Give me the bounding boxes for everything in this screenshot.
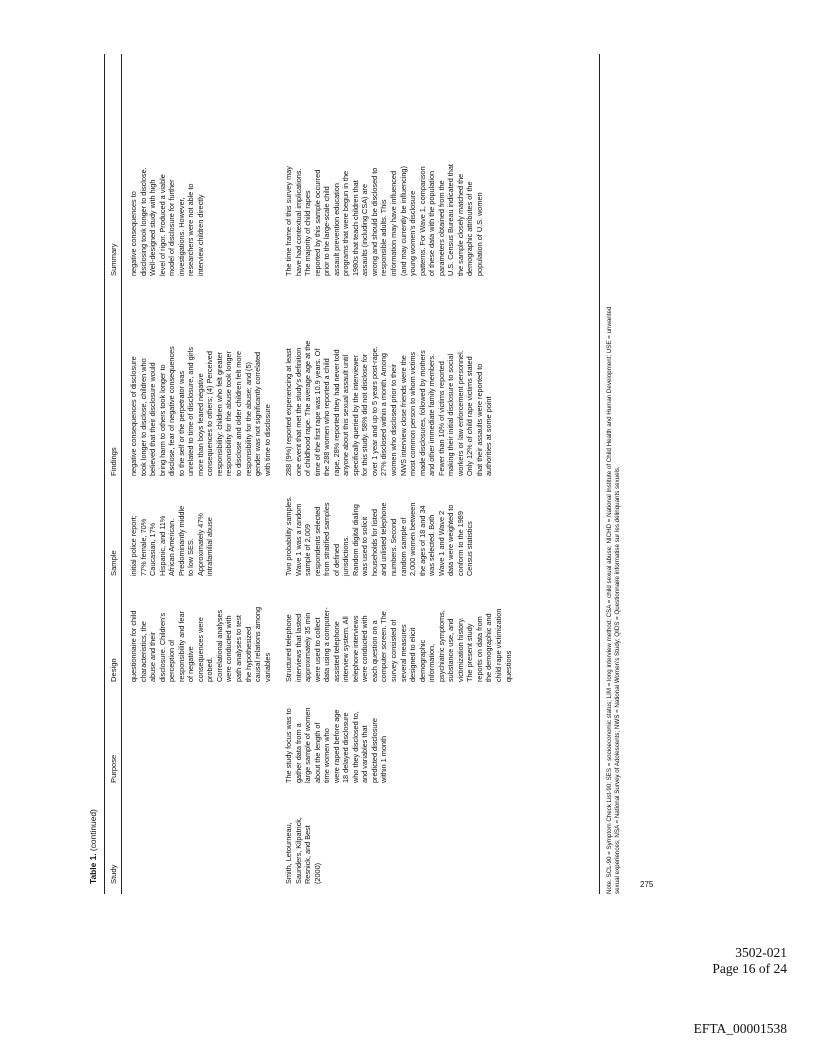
doc-id: 3502-021 <box>735 945 787 960</box>
text-line: jurisdictions. <box>341 535 351 576</box>
row1-sample <box>129 506 215 576</box>
text-line: data using a computer- <box>322 607 332 682</box>
text-line: child rape victimization <box>494 608 504 682</box>
text-line: to low SES. <box>186 538 196 576</box>
text-line: interviews that lasted <box>293 613 303 682</box>
text-line: Note. SCL-90 = Symptom Check List-90; SES = socioeconomic status; LIM = long interview method; CSA = child sexual abuse; NICHD = National Institute of Child Health and Human Development; USE = unwanted <box>606 306 613 894</box>
text-line: interview children directly <box>195 194 205 276</box>
text-line: unrelated to time of disclosure, and girls <box>186 347 196 476</box>
text-line: conform to the 1989 <box>455 511 465 576</box>
text-line: 27% disclosed within a month. Among <box>379 353 389 476</box>
text-line: researchers were not able to <box>186 183 196 276</box>
text-line: demographic attributes of the <box>465 181 475 276</box>
text-line: to disclose and older children felt more <box>234 351 244 476</box>
text-line: and variables that <box>360 725 370 783</box>
text-line: The present study <box>465 623 475 682</box>
text-line: approximately 35 min <box>303 612 313 682</box>
text-line: Correlational analyses <box>214 609 224 682</box>
header-study: Study <box>109 864 118 884</box>
text-line: of defined <box>331 543 341 576</box>
text-line: to the self or the perpetrator was <box>176 370 186 476</box>
text-line: prior to the large-scale child <box>322 186 332 276</box>
text-line: about the length of <box>312 722 322 783</box>
text-line: consequences to others; (4) Perceived <box>205 351 215 476</box>
text-line: 77% female, 70% <box>138 518 148 576</box>
text-line: victimization history. <box>455 617 465 682</box>
text-line: of negative <box>186 646 196 682</box>
text-line: questions <box>503 650 513 682</box>
text-line: The study focus was to <box>284 708 293 783</box>
text-line: Resnick, and Best <box>303 825 313 884</box>
text-line: responsibility for the abuse; and (5) <box>243 362 253 476</box>
text-line: sexual experiences; NSA = National Survey of Adolescents; NWS = National Women's Study; QIDS = Questionnaire informatisé sur les délinquants sexuels. <box>614 466 621 894</box>
text-line: bring harm to others took longer to <box>157 364 167 476</box>
text-line: questionnaire for child <box>129 610 138 682</box>
text-line: the demographic and <box>484 613 494 682</box>
header-findings: Findings <box>109 447 118 476</box>
text-line: authorities at some point <box>484 396 494 476</box>
text-line: numbers. Second <box>389 518 399 576</box>
text-line: believed that their disclosure would <box>148 362 158 476</box>
text-line: patterns. For Wave 1, comparison <box>417 166 427 276</box>
text-line: sample of 2,009 <box>303 524 313 576</box>
text-line: Hispanic, and 11% <box>157 515 167 576</box>
text-line: making their initial disclosure to social <box>446 353 456 476</box>
text-line: Smith, Letourneau, <box>284 822 293 884</box>
text-line: took longer to disclose, children who <box>138 358 148 476</box>
text-line: negative consequences of disclosure <box>129 356 138 476</box>
text-line: specifically queried by the interviewer <box>350 355 360 476</box>
text-line: Saunders, Kilpatrick, <box>293 817 303 884</box>
text-line: perception of <box>167 639 177 682</box>
rotated-table-page <box>84 54 624 894</box>
text-line: 1980s that teach children that <box>350 180 360 276</box>
text-line: each question on a <box>369 620 379 682</box>
text-line: the hypothesized <box>243 626 253 682</box>
text-line: were conducted with <box>224 615 234 682</box>
row2-study <box>284 817 322 884</box>
row1-design <box>129 607 272 682</box>
text-line: responsibility and fear <box>176 611 186 682</box>
text-line: anyone about this sexual assault until <box>341 354 351 476</box>
text-line: investigations. However, <box>176 197 186 276</box>
table-title-continued: (continued) <box>88 809 98 854</box>
text-line: disclosure. Children's <box>157 612 167 682</box>
text-line: responsibility for the abuse took longer <box>224 351 234 476</box>
text-line: respondents selected <box>312 506 322 576</box>
text-line: workers or law enforcement personnel. <box>455 350 465 476</box>
header-rule <box>121 54 122 894</box>
text-line: level of rigor. Produced a viable <box>157 174 167 276</box>
text-line: initial police report; <box>129 515 138 576</box>
text-line: reported by this sample occurred <box>312 169 322 276</box>
text-line: time of the first rape was 10.9 years. Of <box>312 348 322 476</box>
text-line: were conducted with <box>360 615 370 682</box>
text-line: Well-designed study with high <box>148 179 158 276</box>
text-line: was selected. Both <box>427 514 437 576</box>
header-summary: Summary <box>109 243 118 276</box>
text-line: random sample of <box>398 517 408 576</box>
text-line: and unlisted telephone <box>379 502 389 576</box>
text-line: 2,000 women between <box>408 502 418 576</box>
text-line: assaults (including CSA) are <box>360 183 370 276</box>
text-line: that their assaults were reported to <box>474 363 484 476</box>
text-line: The majority of child rapes <box>303 190 313 276</box>
text-line: households for listed <box>369 509 379 576</box>
text-line: predicted disclosure <box>369 718 379 783</box>
text-line: large sample of women <box>303 707 313 783</box>
text-line: data were weighted to <box>446 504 456 576</box>
text-line: assault prevention education <box>331 183 341 276</box>
text-line: U.S. Census Bureau indicated that <box>446 164 456 276</box>
text-line: for this study. 58% did not disclose for <box>360 353 370 476</box>
text-line: with time to disclosure <box>262 404 272 476</box>
text-line: responsibility: children who felt greater <box>214 351 224 476</box>
text-line: Approximately 47% <box>195 513 205 576</box>
text-line: rape, 28% reported they had never told <box>331 349 341 476</box>
text-line: were used to collect <box>312 617 322 682</box>
text-line: abuse and their <box>148 631 158 682</box>
text-line: made disclosures, followed by mothers <box>417 350 427 476</box>
text-line: path analyses to test <box>234 615 244 682</box>
text-line: 288 (9%) reported experiencing at least <box>284 348 293 476</box>
text-line: responsible adults. This <box>379 199 389 276</box>
text-line: were raped before age <box>331 709 341 783</box>
text-line: Two probability samples. <box>284 496 293 576</box>
text-line: the 288 women who reported a child <box>322 358 332 476</box>
row2-findings <box>284 341 494 476</box>
text-line: Wave 1 was a random <box>293 503 303 576</box>
text-line: characteristics, the <box>138 621 148 682</box>
text-line: wrong and should be disclosed to <box>369 167 379 276</box>
row2-sample <box>284 496 475 576</box>
table-title <box>88 809 98 884</box>
text-line: several measures <box>398 624 408 682</box>
text-line: one event that met the study's definition <box>293 347 303 476</box>
text-line: assisted telephone <box>331 621 341 682</box>
text-line: telephone interviews <box>350 615 360 682</box>
text-line: African American. <box>167 518 177 576</box>
text-line: have had contextual implications. <box>293 168 303 276</box>
table-title-label: Table 1. <box>88 853 98 884</box>
text-line: the sample closely matched the <box>455 173 465 276</box>
row1-summary <box>129 167 205 276</box>
text-line: within 1 month <box>379 735 389 783</box>
text-line: negative consequences to <box>129 191 138 276</box>
text-line: information may have influenced <box>389 170 399 276</box>
text-line: reports on data from <box>474 616 484 682</box>
text-line: (and may currently be influencing) <box>398 166 408 276</box>
text-line: variables <box>262 652 272 682</box>
page-number: 275 <box>640 880 654 889</box>
bates-number: EFTA_00001538 <box>693 1021 787 1036</box>
row2-purpose <box>284 708 389 783</box>
text-line: gather data from a <box>293 723 303 783</box>
text-line: (2000) <box>312 862 322 884</box>
text-line: most common person to whom victims <box>408 351 418 476</box>
text-line: gender was not significantly correlated <box>253 351 263 476</box>
text-line: interview system. All <box>341 616 351 682</box>
text-line: of these data with the population <box>427 170 437 276</box>
text-line: demographic <box>417 639 427 682</box>
text-line: designed to elicit <box>408 627 418 682</box>
text-line: Predominantly middle <box>176 505 186 576</box>
text-line: substance use, and <box>446 618 456 682</box>
table-top-rule <box>104 54 105 894</box>
header-sample: Sample <box>109 550 118 576</box>
text-line: model of disclosure for further <box>167 179 177 276</box>
text-line: Fewer than 10% of victims reported <box>436 361 446 476</box>
text-line: time women who <box>322 728 332 783</box>
text-line: survey consisted of <box>389 619 399 682</box>
text-line: from stratified samples <box>322 502 332 576</box>
text-line: Only 12% of child rape victims stated <box>465 356 475 476</box>
text-line: Wave 1 and Wave 2 <box>436 510 446 576</box>
header-design: Design <box>109 658 118 682</box>
text-line: disclosing took longer to disclose. <box>138 167 148 276</box>
text-line: information, <box>427 643 437 682</box>
header-purpose: Purpose <box>109 754 118 783</box>
text-line: of childhood rape. The average age at the <box>303 340 313 476</box>
text-line: NWS interview close friends were the <box>398 355 408 476</box>
text-line: disclose, fear of negative consequences <box>167 346 177 476</box>
text-line: parameters obtained from the <box>436 180 446 276</box>
table-bottom-rule <box>599 54 600 894</box>
text-line: psychiatric symptoms, <box>436 610 446 682</box>
text-line: more than boys feared negative <box>195 373 205 476</box>
text-line: 18 delayed disclosure <box>341 712 351 783</box>
text-line: young women's disclosure <box>408 190 418 276</box>
text-line: women who disclosed prior to their <box>389 363 399 476</box>
row2-design <box>284 607 513 682</box>
text-line: computer screen. The <box>379 611 389 682</box>
text-line: Structured telephone <box>284 614 293 682</box>
text-line: was used to solicit <box>360 516 370 576</box>
text-line: over 1 year and up to 5 years post-rape. <box>369 346 379 476</box>
table-note <box>606 54 622 894</box>
row1-findings <box>129 346 272 476</box>
text-line: population of U.S. women <box>474 192 484 276</box>
text-line: intrafamilial abuse <box>205 517 215 576</box>
text-line: consequences were <box>195 617 205 682</box>
text-line: The time frame of this survey may <box>284 166 293 276</box>
text-line: and other immediate family members. <box>427 353 437 476</box>
text-line: probed. <box>205 657 215 682</box>
text-line: the ages of 18 and 34 <box>417 505 427 576</box>
text-line: programs that were begun in the <box>341 170 351 276</box>
text-line: Census statistics <box>465 521 475 576</box>
text-line: who they disclosed to, <box>350 711 360 783</box>
text-line: Random digital dialing <box>350 504 360 576</box>
text-line: Caucasian, 17% <box>148 522 158 576</box>
page-of-label: Page 16 of 24 <box>712 961 787 976</box>
row2-summary <box>284 164 484 276</box>
text-line: causal relations among <box>253 606 263 682</box>
